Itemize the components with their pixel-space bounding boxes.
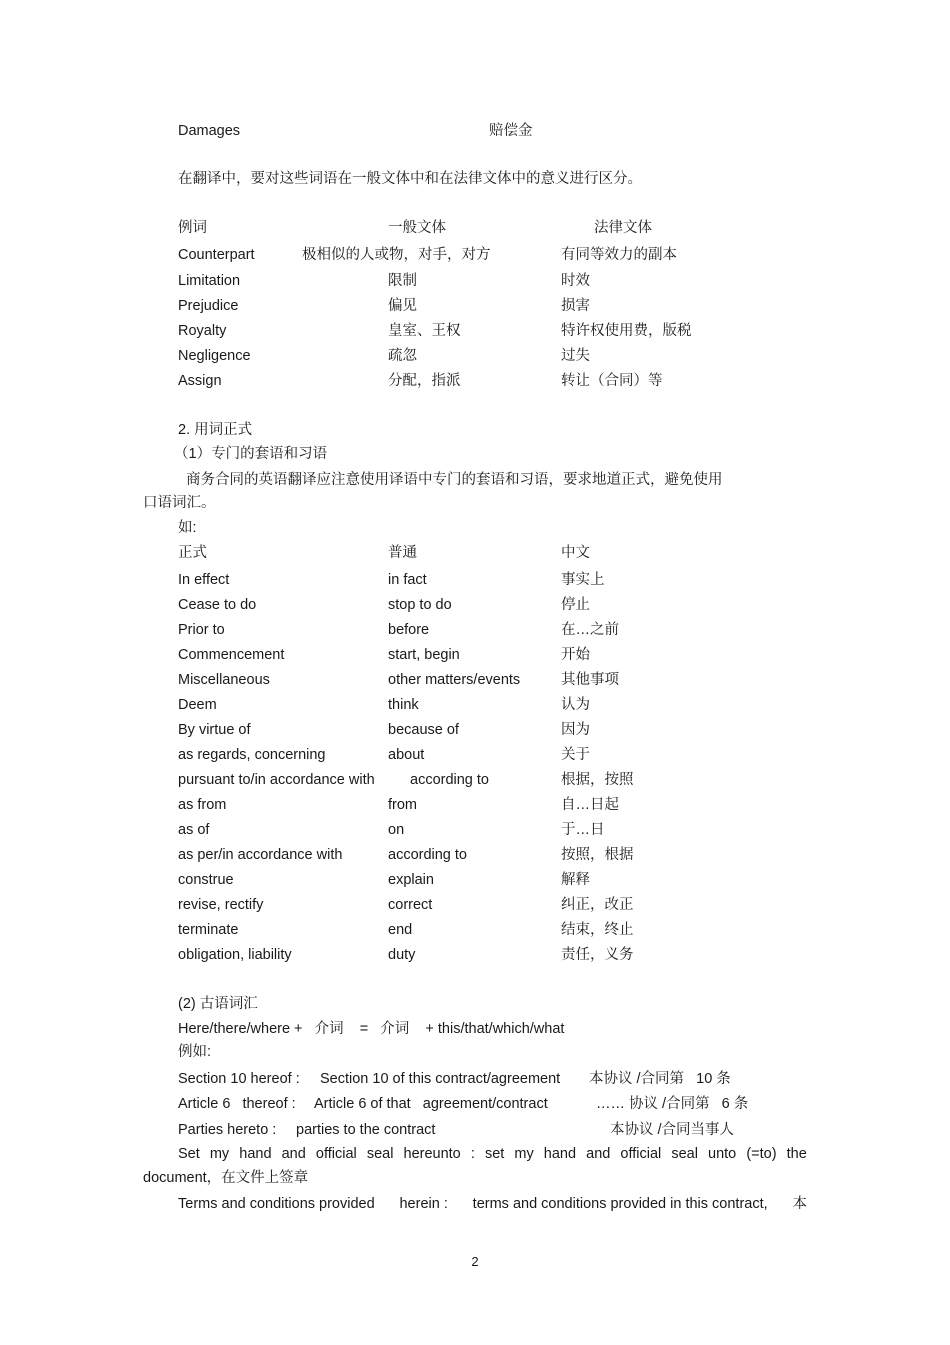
section-heading: 2. 用词正式 <box>178 422 253 438</box>
table2-cell: before <box>388 622 430 638</box>
table2-cell: Deem <box>178 697 217 713</box>
table1-cell: 特许权使用费，版税 <box>561 323 692 339</box>
table2-cell: obligation, liability <box>178 947 292 963</box>
word: hereunto <box>403 1146 461 1162</box>
table2-cell: from <box>388 797 417 813</box>
formula-line: Here/there/where + 介词 = 介词 + this/that/which/what <box>178 1021 565 1037</box>
example-chinese: …… 协议 /合同第 6 条 <box>596 1096 749 1112</box>
table1-cell: 转让（合同）等 <box>561 373 663 389</box>
example-intro: 如: <box>178 520 197 536</box>
table2-cell: 根据，按照 <box>561 772 634 788</box>
table1-cell: Prejudice <box>178 298 239 314</box>
table2-cell: Prior to <box>178 622 225 638</box>
table2-cell: By virtue of <box>178 722 251 738</box>
table2-cell: 认为 <box>561 697 590 713</box>
example-archaic: Section 10 hereof : <box>178 1071 300 1087</box>
table2-cell: correct <box>388 897 433 913</box>
phrase: 本 <box>792 1196 807 1212</box>
table1-cell: Negligence <box>178 348 251 364</box>
table1-cell: 偏见 <box>388 298 417 314</box>
table2-cell: 其他事项 <box>561 672 619 688</box>
word: my <box>209 1146 230 1162</box>
phrase: terms and conditions provided in this contract, <box>472 1196 768 1212</box>
justified-example-line <box>178 1144 807 1164</box>
table1-cell: 限制 <box>388 273 417 289</box>
table2-cell: Miscellaneous <box>178 672 270 688</box>
table1-header-legal: 法律文体 <box>594 220 652 236</box>
paragraph-line: 口语词汇。 <box>143 495 216 511</box>
example-chinese: 本协议 /合同当事人 <box>610 1122 735 1138</box>
table1-cell: Limitation <box>178 273 241 289</box>
damages-translation: 赔偿金 <box>489 123 533 139</box>
table2-cell: according to <box>388 847 467 863</box>
table1-cell: 疏忽 <box>388 348 417 364</box>
damages-term: Damages <box>178 123 241 139</box>
table2-cell: 结束，终止 <box>561 922 634 938</box>
table1-header-general: 一般文体 <box>388 220 446 236</box>
word: and <box>281 1146 306 1162</box>
table2-header-formal: 正式 <box>178 545 207 561</box>
intro-paragraph: 在翻译中，要对这些词语在一般文体中和在法律文体中的意义进行区分。 <box>178 171 642 187</box>
word: hand <box>239 1146 272 1162</box>
phrase: Terms and conditions provided <box>178 1196 375 1212</box>
table1-cell: Royalty <box>178 323 227 339</box>
table1-cell: 分配，指派 <box>388 373 461 389</box>
table2-cell: revise, rectify <box>178 897 264 913</box>
table2-cell: 关于 <box>561 747 590 763</box>
table2-cell: terminate <box>178 922 239 938</box>
word: the <box>786 1146 807 1162</box>
example-chinese: 本协议 /合同第 10 条 <box>589 1071 731 1087</box>
table2-cell: 解释 <box>561 872 590 888</box>
table2-cell: 开始 <box>561 647 590 663</box>
table2-cell: as per/in accordance with <box>178 847 343 863</box>
table2-cell: 自…日起 <box>561 797 619 813</box>
word: and <box>586 1146 611 1162</box>
word: seal <box>671 1146 698 1162</box>
justified-example-line <box>178 1194 807 1214</box>
word: : <box>470 1146 475 1162</box>
word: Set <box>178 1146 200 1162</box>
table1-header-example: 例词 <box>178 220 207 236</box>
table2-cell: 按照，根据 <box>561 847 634 863</box>
table2-cell: Cease to do <box>178 597 257 613</box>
word: official <box>315 1146 357 1162</box>
table1-cell: 过失 <box>561 348 590 364</box>
example-modern: parties to the contract <box>296 1122 436 1138</box>
page-number: 2 <box>471 1254 479 1269</box>
table2-header-chinese: 中文 <box>561 545 590 561</box>
table2-cell: explain <box>388 872 434 888</box>
example-archaic: Article 6 thereof : <box>178 1096 296 1112</box>
table2-cell: 因为 <box>561 722 590 738</box>
table1-cell: 损害 <box>561 298 590 314</box>
table1-cell: Counterpart <box>178 247 255 263</box>
table2-cell: as from <box>178 797 227 813</box>
table2-cell: 于…日 <box>561 822 605 838</box>
word: official <box>620 1146 662 1162</box>
table2-cell: in fact <box>388 572 427 588</box>
table1-cell: 有同等效力的副本 <box>561 247 677 263</box>
table1-cell: Assign <box>178 373 222 389</box>
table2-cell: because of <box>388 722 459 738</box>
table2-cell: 责任，义务 <box>561 947 634 963</box>
word: my <box>514 1146 534 1162</box>
word: set <box>484 1146 505 1162</box>
example-archaic: Parties hereto : <box>178 1122 277 1138</box>
example-modern: Article 6 of that agreement/contract <box>314 1096 548 1112</box>
table2-header-common: 普通 <box>388 545 417 561</box>
table2-cell: duty <box>388 947 416 963</box>
subsection-heading: (2) 古语词汇 <box>178 996 258 1012</box>
table2-cell: construe <box>178 872 234 888</box>
table2-cell: 停止 <box>561 597 590 613</box>
table2-cell: Commencement <box>178 647 285 663</box>
table2-cell: In effect <box>178 572 230 588</box>
word: (=to) <box>746 1146 777 1162</box>
table2-cell: on <box>388 822 405 838</box>
table2-cell: other matters/events <box>388 672 521 688</box>
table1-cell: 极相似的人或物，对手，对方 <box>302 247 491 263</box>
table2-cell: end <box>388 922 413 938</box>
paragraph-line: 商务合同的英语翻译应注意使用译语中专门的套语和习语，要求地道正式，避免使用 <box>186 472 723 488</box>
word: seal <box>366 1146 394 1162</box>
table2-cell: stop to do <box>388 597 452 613</box>
table2-cell: pursuant to/in accordance with <box>178 772 375 788</box>
table2-cell: 在…之前 <box>561 622 619 638</box>
table2-cell: as of <box>178 822 210 838</box>
table2-cell: about <box>388 747 425 763</box>
example-modern: Section 10 of this contract/agreement <box>320 1071 561 1087</box>
table1-cell: 皇室、王权 <box>388 323 461 339</box>
word: unto <box>708 1146 737 1162</box>
table2-cell: according to <box>410 772 489 788</box>
phrase: herein : <box>399 1196 448 1212</box>
subsection-heading: （1）专门的套语和习语 <box>174 446 328 462</box>
table2-cell: 事实上 <box>561 572 605 588</box>
table2-cell: as regards, concerning <box>178 747 326 763</box>
table2-cell: 纠正，改正 <box>561 897 634 913</box>
table2-cell: think <box>388 697 419 713</box>
example-continuation: document，在文件上签章 <box>143 1170 309 1186</box>
table1-cell: 时效 <box>561 273 590 289</box>
table2-cell: start, begin <box>388 647 460 663</box>
example-label: 例如: <box>178 1044 212 1060</box>
word: hand <box>543 1146 577 1162</box>
